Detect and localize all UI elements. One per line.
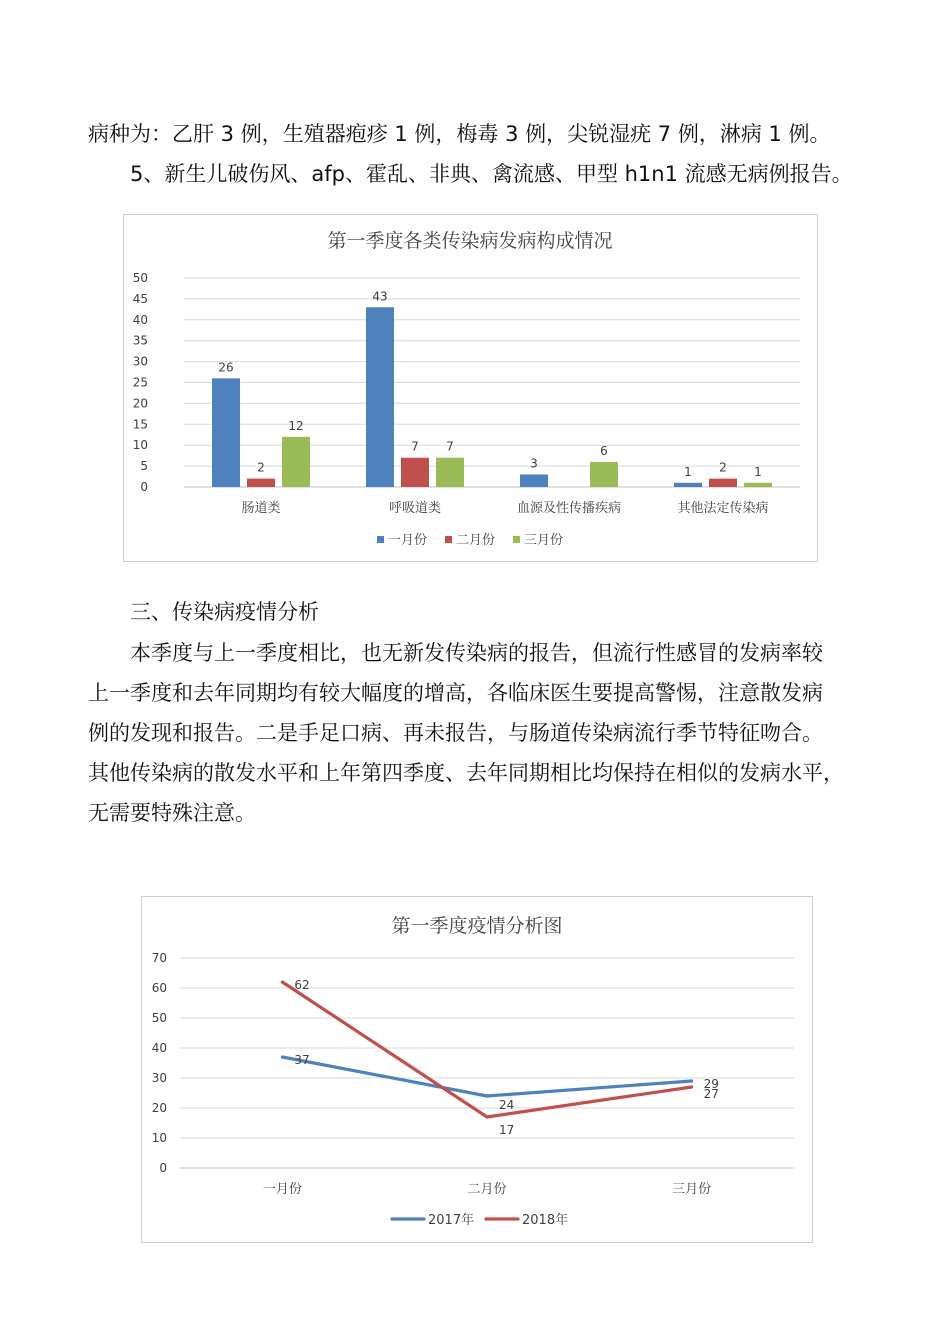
data-label: 2 [719, 460, 727, 475]
bar [212, 378, 240, 487]
y-tick-label: 70 [151, 951, 167, 965]
y-tick-label: 10 [132, 438, 148, 453]
legend-label: 二月份 [456, 533, 496, 548]
data-label: 3 [530, 456, 538, 471]
y-tick-label: 40 [132, 312, 148, 327]
bar [674, 483, 702, 487]
analysis-line-5: 无需要特殊注意。 [88, 801, 256, 825]
bar [590, 462, 618, 487]
paragraph-disease-types: 病种为：乙肝 3 例，生殖器疱疹 1 例，梅毒 3 例，尖锐湿疣 7 例，淋病 1 例。 [88, 122, 831, 146]
y-tick-label: 60 [151, 981, 167, 995]
y-tick-label: 30 [132, 354, 148, 369]
y-tick-label: 30 [151, 1071, 167, 1085]
data-label: 2 [257, 460, 265, 475]
y-tick-label: 0 [140, 480, 148, 494]
x-tick-label: 血源及性传播疾病 [516, 501, 622, 516]
legend-label: 三月份 [524, 533, 564, 548]
analysis-line-2: 上一季度和去年同期均有较大幅度的增高，各临床医生要提高警惕，注意散发病 [88, 681, 823, 705]
section-heading: 三、传染病疫情分析 [130, 600, 319, 624]
data-label: 26 [218, 360, 234, 375]
y-tick-label: 0 [159, 1161, 167, 1175]
x-tick-label: 一月份 [262, 1182, 302, 1197]
bar-chart [124, 215, 817, 561]
bar [744, 483, 772, 487]
x-tick-label: 肠道类 [241, 501, 281, 516]
y-tick-label: 10 [151, 1131, 167, 1145]
data-label: 7 [446, 439, 454, 454]
y-tick-label: 50 [132, 271, 148, 285]
analysis-line-3: 例的发现和报告。二是手足口病、再未报告，与肠道传染病流行季节特征吻合。 [88, 721, 823, 745]
x-tick-label: 二月份 [467, 1182, 507, 1197]
legend-label: 2018年 [522, 1213, 569, 1228]
x-tick-label: 其他法定传染病 [677, 501, 769, 516]
legend-label: 2017年 [428, 1213, 475, 1228]
legend-label: 一月份 [388, 533, 428, 548]
data-label: 62 [294, 978, 310, 992]
legend-swatch [513, 536, 520, 543]
data-label: 1 [684, 464, 692, 479]
data-label: 6 [600, 443, 608, 458]
bar [436, 458, 464, 487]
y-tick-label: 25 [132, 375, 148, 390]
y-tick-label: 5 [140, 459, 148, 474]
data-label: 37 [294, 1053, 310, 1067]
y-tick-label: 15 [132, 417, 148, 432]
line-chart-container [141, 896, 813, 1243]
y-tick-label: 50 [151, 1011, 167, 1025]
chart-title: 第一季度各类传染病发病构成情况 [327, 230, 613, 252]
y-tick-label: 20 [151, 1101, 167, 1115]
line-chart [142, 897, 812, 1242]
data-label: 27 [703, 1087, 719, 1101]
legend-swatch [445, 536, 452, 543]
bar [520, 474, 548, 487]
data-label: 43 [372, 289, 388, 304]
chart-title: 第一季度疫情分析图 [391, 915, 563, 937]
data-label: 7 [411, 439, 419, 454]
y-tick-label: 45 [132, 291, 148, 306]
bar [247, 479, 275, 487]
data-label: 29 [703, 1077, 719, 1091]
data-label: 12 [288, 418, 304, 433]
series-line [282, 1057, 691, 1096]
bar [366, 307, 394, 487]
paragraph-no-cases: 5、新生儿破伤风、afp、霍乱、非典、禽流感、甲型 h1n1 流感无病例报告。 [130, 162, 853, 186]
legend-swatch [377, 536, 384, 543]
data-label: 1 [754, 464, 762, 479]
y-tick-label: 35 [132, 333, 148, 348]
x-tick-label: 呼吸道类 [388, 501, 442, 516]
y-tick-label: 40 [151, 1041, 167, 1055]
y-tick-label: 20 [132, 396, 148, 411]
bar [401, 458, 429, 487]
bar [709, 479, 737, 487]
data-label: 17 [499, 1123, 515, 1137]
analysis-line-4: 其他传染病的散发水平和上年第四季度、去年同期相比均保持在相似的发病水平， [88, 761, 844, 785]
data-label: 24 [499, 1098, 515, 1112]
analysis-line-1: 本季度与上一季度相比，也无新发传染病的报告，但流行性感冒的发病率较 [130, 641, 823, 665]
x-tick-label: 三月份 [672, 1182, 712, 1197]
bar [282, 437, 310, 487]
bar-chart-container [123, 214, 818, 562]
